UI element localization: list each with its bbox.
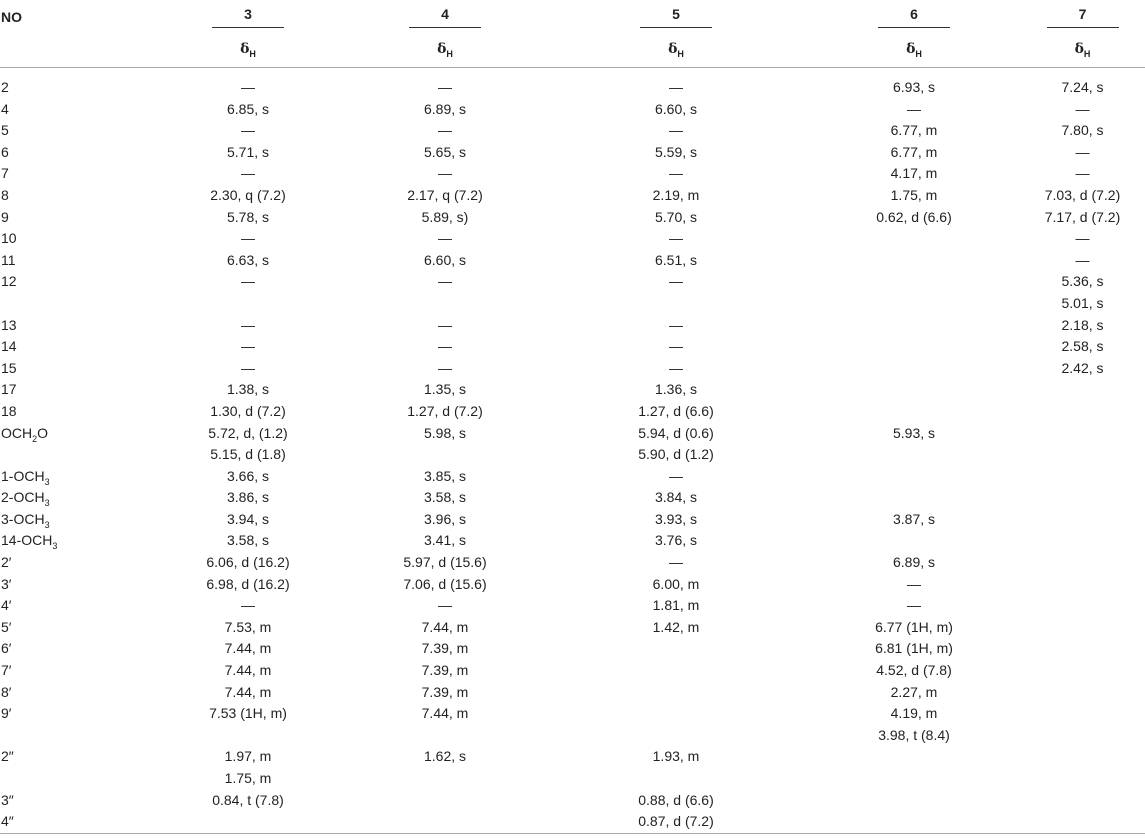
shift-cell: — [1075, 251, 1090, 268]
position-label [0, 293, 150, 315]
shift-cell [808, 271, 1020, 293]
shift-cell [1020, 530, 1145, 552]
shift-cell [544, 638, 808, 660]
shift-cell: 6.93, s [892, 79, 936, 95]
shift-cell: 6.81 (1H, m) [875, 640, 953, 657]
position-label: $2-OCH_3$ [1, 489, 50, 509]
table-row [0, 401, 1145, 423]
shift-cell: 2.27, m [890, 683, 938, 700]
shift-cell [808, 768, 1020, 790]
shift-cell: 6.60, s [654, 100, 698, 117]
shift-cell [346, 444, 544, 466]
table-row [0, 660, 1145, 682]
position-label: 13 [1, 316, 17, 333]
table-row [0, 617, 1145, 639]
no-header: NO [1, 8, 22, 25]
shift-cell [808, 250, 1020, 272]
shift-cell [1020, 768, 1145, 790]
position-label: 6′ [1, 640, 12, 657]
shift-cell: 7.39, m [421, 640, 469, 657]
shift-cell [346, 768, 544, 790]
shift-cell: 6.60, s [423, 251, 467, 268]
shift-cell: 5.89, s) [421, 208, 469, 225]
shift-cell: 2.58, s [1061, 338, 1104, 355]
shift-cell: 7.44, m [224, 683, 272, 700]
shift-cell: 6.51, s [654, 251, 698, 268]
compound-header: 4 [409, 6, 481, 28]
table-row [0, 336, 1145, 358]
shift-cell [544, 682, 808, 704]
table-row [0, 530, 1145, 552]
shift-cell: 1.42, m [652, 618, 700, 635]
shift-cell [808, 379, 1020, 401]
position-label: 3″ [1, 791, 14, 808]
shift-cell: — [1075, 143, 1090, 160]
shift-cell: 6.85, s [226, 100, 270, 117]
shift-cell: — [241, 122, 255, 139]
shift-cell: — [669, 338, 683, 355]
shift-cell [808, 530, 1020, 552]
shift-cell: — [438, 165, 452, 182]
shift-cell: — [241, 230, 255, 247]
shift-cell: — [907, 100, 921, 117]
shift-cell: 2.17, q (7.2) [407, 186, 483, 203]
shift-cell: 6.00, m [652, 575, 700, 592]
table-row [0, 703, 1145, 725]
shift-cell [544, 660, 808, 682]
shift-cell [1020, 423, 1145, 445]
shift-cell [1020, 638, 1145, 660]
table-body [0, 77, 1145, 833]
position-label [0, 444, 150, 466]
shift-cell: — [907, 597, 921, 614]
compound-header-row [0, 0, 1145, 33]
shift-cell: 5.72, d, (1.2) [208, 424, 288, 441]
shift-cell: 5.98, s [423, 424, 467, 441]
compound-header: 5 [640, 6, 712, 28]
shift-cell [1020, 595, 1145, 617]
shift-cell [808, 746, 1020, 768]
shift-cell [808, 358, 1020, 380]
shift-cell: 1.27, d (7.2) [407, 402, 483, 419]
shift-cell: — [241, 316, 255, 333]
position-label: $OCH_2O$ [1, 424, 49, 444]
shift-cell: 2.42, s [1061, 359, 1104, 376]
table-row [0, 77, 1145, 99]
shift-cell: 3.94, s [226, 510, 270, 527]
position-label: 4 [1, 100, 9, 117]
shift-cell: 5.65, s [423, 143, 467, 160]
shift-cell: — [241, 359, 255, 376]
shift-cell: 3.76, s [654, 532, 698, 549]
shift-cell: — [438, 316, 452, 333]
shift-cell [544, 293, 808, 315]
table-row [0, 293, 1145, 315]
shift-cell: — [241, 79, 255, 95]
position-label: 4″ [0, 811, 150, 833]
shift-cell: 1.62, s [423, 748, 467, 765]
shift-cell [808, 228, 1020, 250]
shift-cell: 7.24, s [1061, 79, 1104, 95]
shift-cell: — [438, 230, 452, 247]
table-row [0, 725, 1145, 747]
position-label: 5′ [1, 618, 12, 635]
shift-cell [544, 768, 808, 790]
table-row [0, 487, 1145, 509]
table-row [0, 595, 1145, 617]
shift-cell [808, 444, 1020, 466]
shift-cell: — [669, 316, 683, 333]
shift-cell: 7.39, m [421, 662, 469, 679]
shift-cell: — [669, 273, 683, 290]
shift-cell: 6.89, s [892, 554, 936, 571]
shift-cell: 7.44, m [224, 662, 272, 679]
shift-cell: — [1075, 165, 1090, 182]
shift-cell: — [438, 359, 452, 376]
shift-cell: — [241, 273, 255, 290]
shift-cell: 5.94, d (0.6) [638, 424, 714, 441]
table-row [0, 99, 1145, 121]
shift-cell: 7.39, m [421, 683, 469, 700]
shift-cell: 4.19, m [890, 705, 938, 722]
shift-cell: — [1075, 230, 1090, 247]
shift-cell: 0.62, d (6.6) [876, 208, 952, 225]
shift-cell: — [907, 575, 921, 592]
shift-cell: 6.63, s [226, 251, 270, 268]
shift-cell [1020, 552, 1145, 574]
table-row [0, 271, 1145, 293]
shift-cell: 7.06, d (15.6) [403, 575, 487, 592]
shift-cell: 4.52, d (7.8) [876, 662, 952, 679]
shift-cell: 7.44, m [421, 618, 469, 635]
table-row [0, 768, 1145, 790]
shift-cell: 7.17, d (7.2) [1044, 208, 1121, 225]
table-row [0, 746, 1145, 768]
position-label: 2″ [1, 748, 14, 765]
shift-cell: — [669, 554, 683, 571]
shift-cell: — [438, 79, 452, 95]
shift-cell: 5.78, s [226, 208, 270, 225]
shift-cell [1020, 703, 1145, 725]
position-label: 9 [1, 208, 9, 225]
delta-header-row [0, 33, 1145, 68]
shift-cell [1020, 401, 1145, 423]
position-label [0, 768, 150, 790]
position-label [0, 725, 150, 747]
shift-cell: 7.44, m [421, 705, 469, 722]
shift-cell: 6.89, s [423, 100, 467, 117]
shift-cell [346, 293, 544, 315]
shift-cell [346, 811, 544, 833]
position-label: 3′ [1, 575, 12, 592]
shift-cell: 3.58, s [423, 489, 467, 506]
shift-cell: — [241, 597, 255, 614]
shift-cell [346, 725, 544, 747]
table-row [0, 185, 1145, 207]
shift-cell: 7.53 (1H, m) [209, 705, 287, 722]
shift-cell [1020, 660, 1145, 682]
shift-cell: 5.15, d (1.8) [210, 446, 286, 463]
shift-cell: — [438, 122, 452, 139]
shift-cell [808, 401, 1020, 423]
position-label: 10 [1, 230, 17, 247]
shift-cell [808, 336, 1020, 358]
shift-cell: 5.01, s [1061, 294, 1104, 311]
shift-cell [1020, 444, 1145, 466]
table-row [0, 379, 1145, 401]
shift-cell: 1.27, d (6.6) [638, 402, 714, 419]
position-label: 15 [1, 359, 17, 376]
shift-cell: 0.87, d (7.2) [544, 811, 808, 833]
delta-h-header: $\delta_H$ [808, 33, 1020, 68]
delta-h-header: $\delta_H$ [1020, 33, 1145, 68]
table-row [0, 163, 1145, 185]
shift-cell [1020, 746, 1145, 768]
shift-cell: — [241, 165, 255, 182]
table-row [0, 358, 1145, 380]
shift-cell: — [669, 165, 683, 182]
shift-cell: 7.80, s [1061, 122, 1104, 139]
shift-cell [1020, 725, 1145, 747]
shift-cell: — [669, 359, 683, 376]
shift-cell [1020, 379, 1145, 401]
shift-cell: 3.87, s [892, 510, 936, 527]
shift-cell: 7.03, d (7.2) [1044, 186, 1121, 203]
position-label: 7 [1, 165, 9, 182]
shift-cell: 2.30, q (7.2) [210, 186, 286, 203]
table-row [0, 811, 1145, 833]
shift-cell [808, 487, 1020, 509]
shift-cell: 1.81, m [652, 597, 700, 614]
position-label: 14 [1, 338, 17, 355]
shift-cell: 3.98, t (8.4) [878, 726, 950, 743]
shift-cell [1020, 466, 1145, 488]
shift-cell [808, 293, 1020, 315]
table-row [0, 682, 1145, 704]
shift-cell [150, 293, 346, 315]
shift-cell [808, 315, 1020, 337]
shift-cell [1020, 617, 1145, 639]
table-row [0, 574, 1145, 596]
shift-cell: 1.36, s [654, 381, 698, 398]
shift-cell [1020, 790, 1145, 812]
shift-cell: 6.98, d (16.2) [206, 575, 290, 592]
shift-cell [346, 790, 544, 812]
table-row [0, 207, 1145, 229]
shift-cell: 3.96, s [423, 510, 467, 527]
position-label: 2′ [1, 554, 12, 571]
position-label: 5 [1, 122, 9, 139]
position-label: 8′ [1, 683, 12, 700]
position-label: $3-OCH_3$ [1, 510, 50, 530]
shift-cell [1020, 811, 1145, 833]
shift-cell: — [438, 597, 452, 614]
shift-cell: — [1075, 100, 1090, 117]
shift-cell [1020, 682, 1145, 704]
shift-cell: 5.71, s [226, 143, 270, 160]
compound-header: 3 [212, 6, 284, 28]
shift-cell: 5.70, s [654, 208, 698, 225]
shift-cell: 1.35, s [423, 381, 467, 398]
shift-cell: 5.97, d (15.6) [403, 554, 487, 571]
shift-cell: 0.88, d (6.6) [638, 791, 714, 808]
shift-cell: 2.18, s [1061, 316, 1104, 333]
shift-cell [150, 725, 346, 747]
position-label: $14-OCH_3$ [1, 532, 58, 552]
shift-cell [150, 811, 346, 833]
shift-cell: 3.93, s [654, 510, 698, 527]
shift-cell: 7.44, m [224, 640, 272, 657]
position-label: 9′ [1, 705, 12, 722]
shift-cell: — [669, 467, 683, 484]
position-label: 4′ [1, 597, 12, 614]
table-row [0, 509, 1145, 531]
compound-header: 6 [878, 6, 950, 28]
shift-cell: — [669, 230, 683, 247]
shift-cell: 3.86, s [226, 489, 270, 506]
shift-cell: 3.66, s [226, 467, 270, 484]
shift-cell: 1.75, m [890, 186, 938, 203]
shift-cell: 1.30, d (7.2) [210, 402, 286, 419]
shift-cell: 6.77, m [890, 143, 938, 160]
shift-cell: 1.93, m [652, 748, 700, 765]
shift-cell: 6.06, d (16.2) [206, 554, 290, 571]
shift-cell: 5.90, d (1.2) [638, 446, 714, 463]
shift-cell: 2.19, m [652, 186, 700, 203]
shift-cell: 6.77 (1H, m) [875, 618, 953, 635]
shift-cell: — [669, 122, 683, 139]
position-label: 11 [1, 251, 16, 268]
delta-h-header: $\delta_H$ [544, 33, 808, 68]
table-row [0, 790, 1145, 812]
shift-cell: 1.97, m [224, 748, 272, 765]
delta-h-header: $\delta_H$ [150, 33, 346, 68]
shift-cell: 0.84, t (7.8) [212, 791, 284, 808]
shift-cell [808, 811, 1020, 833]
position-label: 6 [1, 143, 9, 160]
shift-cell: 3.41, s [423, 532, 467, 549]
table-row [0, 444, 1145, 466]
table-row [0, 228, 1145, 250]
position-label: $1-OCH_3$ [1, 467, 50, 487]
shift-cell: 5.93, s [892, 424, 936, 441]
shift-cell [544, 703, 808, 725]
shift-cell: 5.59, s [654, 143, 698, 160]
shift-cell [544, 725, 808, 747]
position-label: 7′ [1, 662, 12, 679]
shift-cell: 3.58, s [226, 532, 270, 549]
position-label: 18 [1, 402, 17, 419]
shift-cell: 1.38, s [226, 381, 270, 398]
shift-cell: 6.77, m [890, 122, 938, 139]
shift-cell [808, 466, 1020, 488]
position-label: 8 [1, 186, 9, 203]
table-row [0, 552, 1145, 574]
shift-cell: 3.85, s [423, 467, 467, 484]
table-row [0, 250, 1145, 272]
shift-cell [808, 790, 1020, 812]
table-row [0, 466, 1145, 488]
table-row [0, 423, 1145, 445]
shift-cell [1020, 509, 1145, 531]
position-label: 12 [1, 273, 17, 290]
shift-cell: — [438, 273, 452, 290]
delta-h-header: $\delta_H$ [346, 33, 544, 68]
position-label: 17 [1, 381, 17, 398]
table-row [0, 638, 1145, 660]
shift-cell: — [241, 338, 255, 355]
shift-cell: — [438, 338, 452, 355]
table-row [0, 142, 1145, 164]
shift-cell: — [669, 79, 683, 95]
shift-cell: 3.84, s [654, 489, 698, 506]
shift-cell: 1.75, m [224, 770, 272, 786]
shift-cell [1020, 487, 1145, 509]
shift-cell: 5.36, s [1061, 273, 1104, 290]
shift-cell: 4.17, m [890, 165, 938, 182]
compound-header: 7 [1047, 6, 1119, 28]
shift-cell: 7.53, m [224, 618, 272, 635]
table-row [0, 120, 1145, 142]
position-label: 2 [1, 79, 9, 95]
shift-cell [1020, 574, 1145, 596]
table-row [0, 315, 1145, 337]
